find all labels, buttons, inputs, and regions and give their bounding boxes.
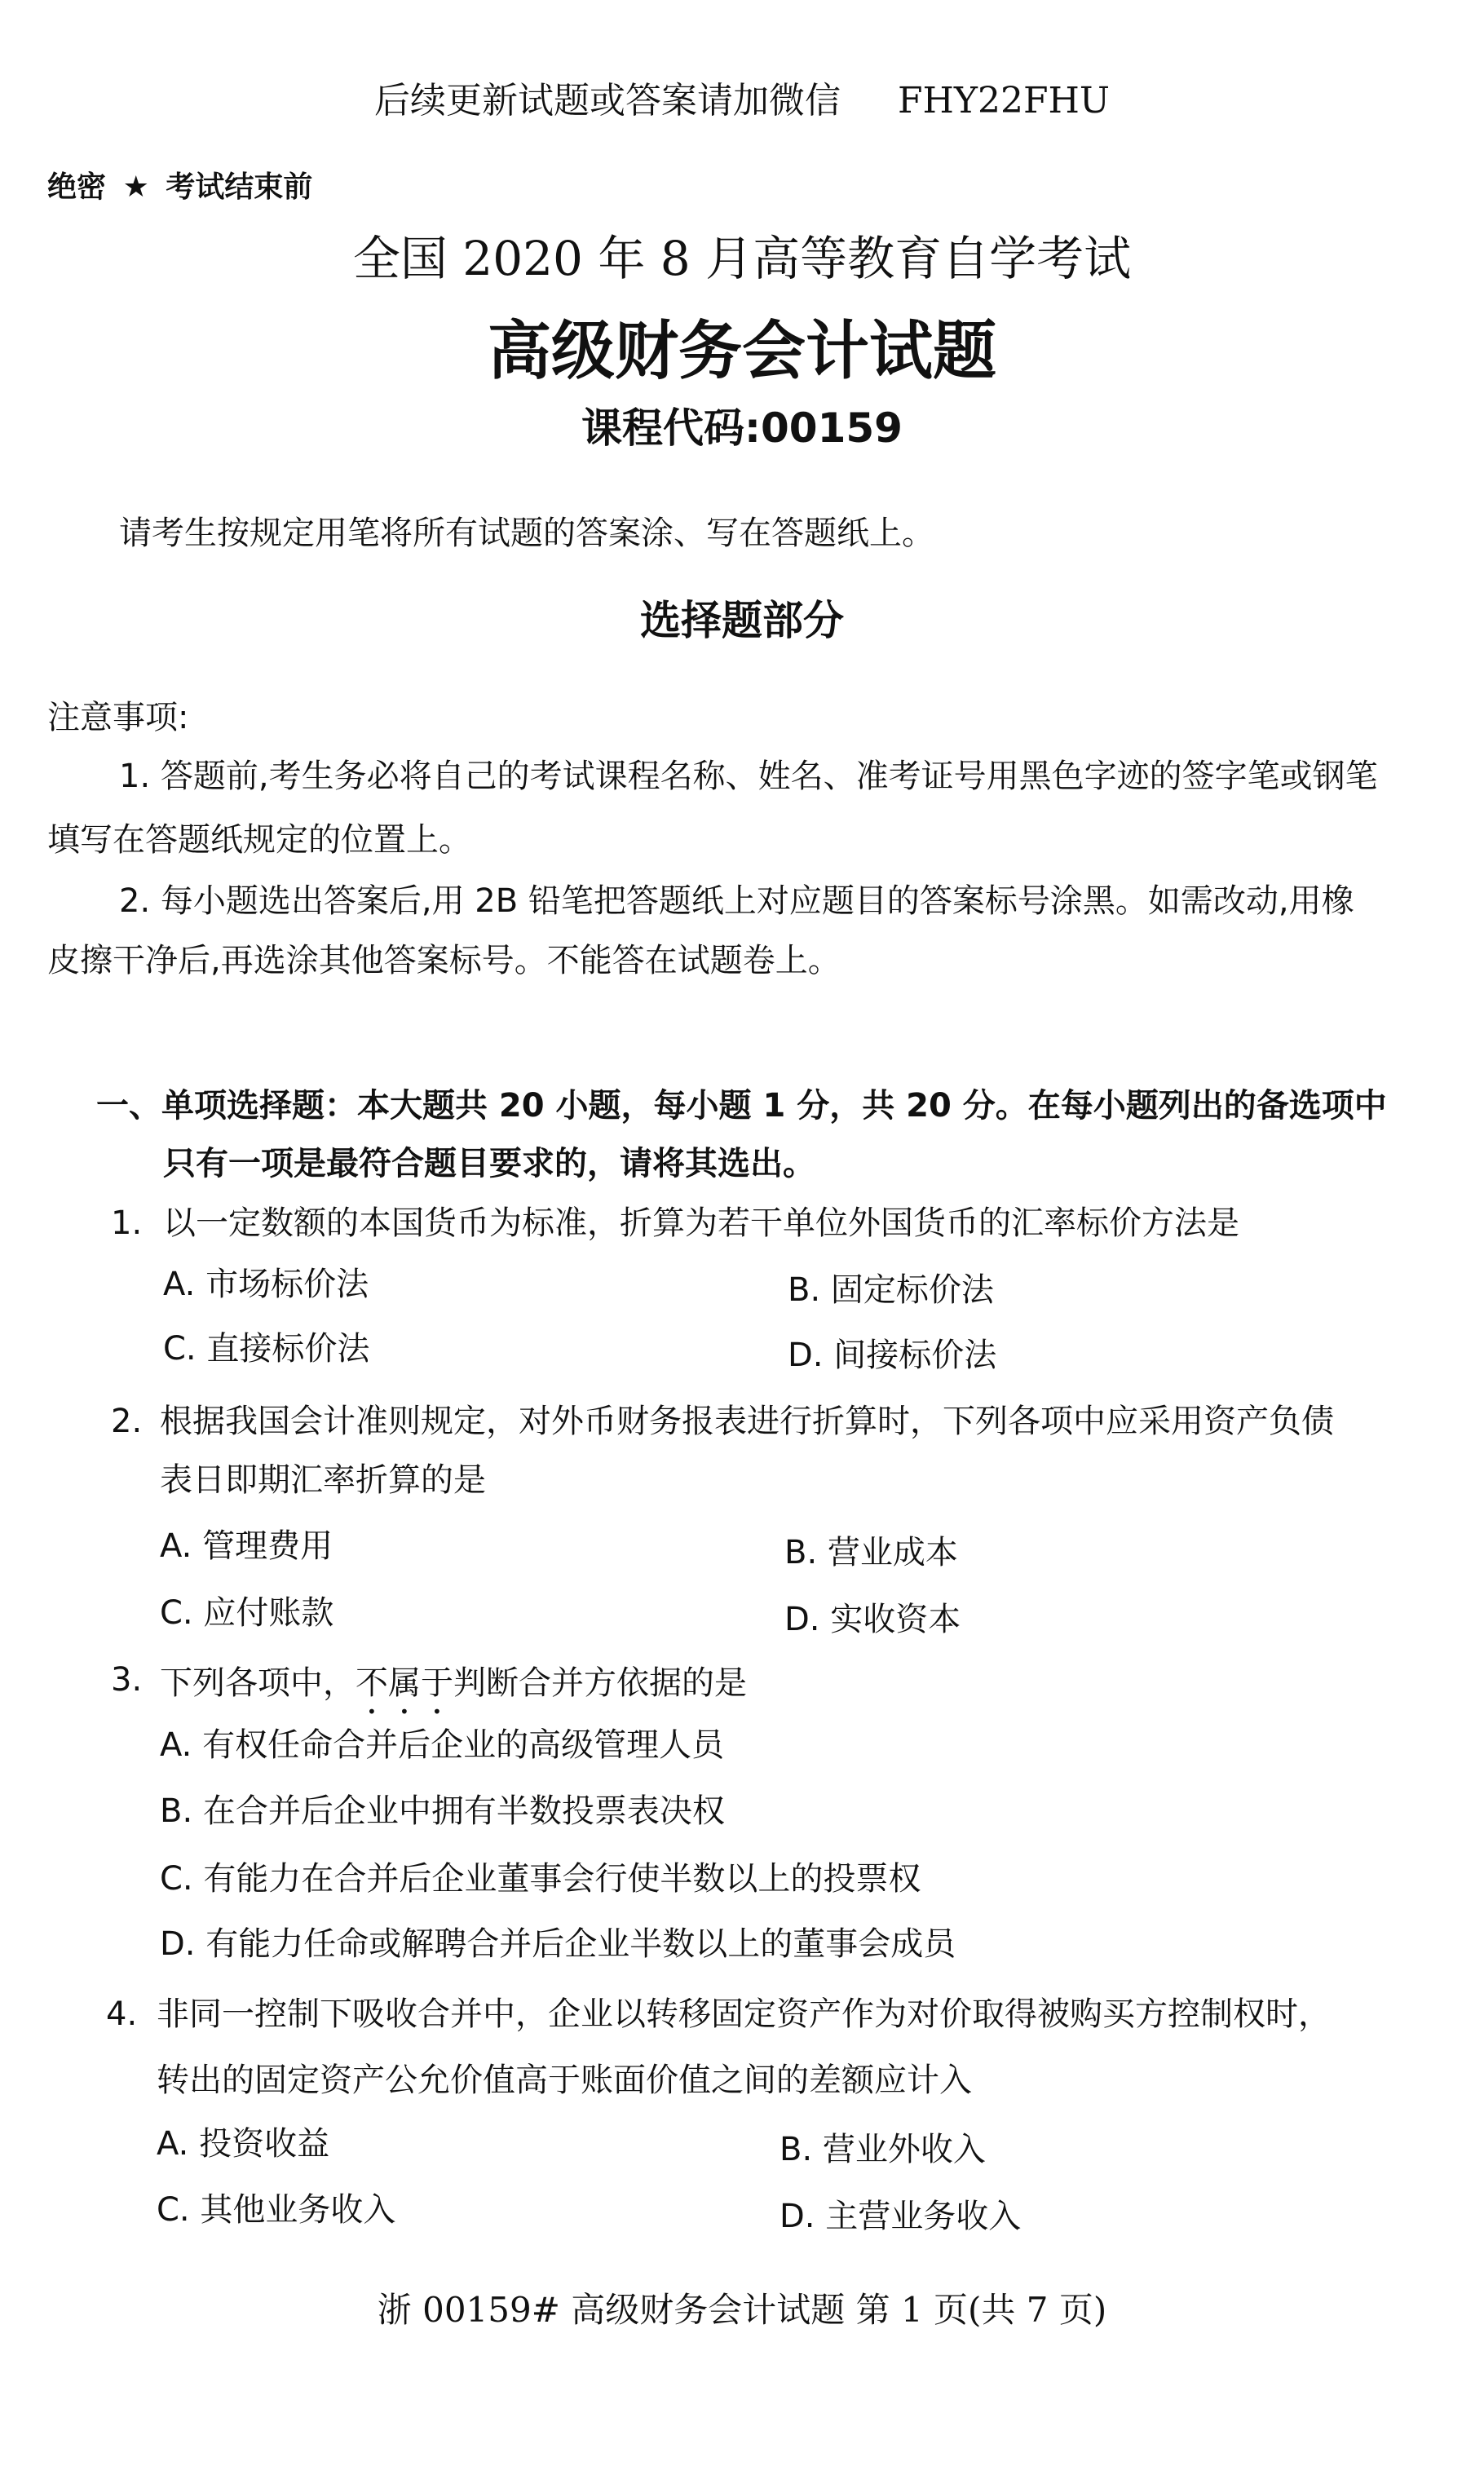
note-2-line-1: 2. 每小题选出答案后,用 2B 铅笔把答题纸上对应题目的答案标号涂黑。如需改动,用橡 <box>119 882 1354 920</box>
question-3-option-c: C. 有能力在合并后企业董事会行使半数以上的投票权 <box>160 1860 921 1898</box>
question-3-option-d: D. 有能力任命或解聘合并后企业半数以上的董事会成员 <box>160 1925 956 1963</box>
page-footer: 浙 00159# 高级财务会计试题 第 1 页(共 7 页) <box>377 2290 1107 2330</box>
section-title: 选择题部分 <box>640 597 844 644</box>
watermark-wechat-id: FHY22FHU <box>898 80 1110 122</box>
question-4-option-c: C. 其他业务收入 <box>157 2191 396 2229</box>
question-1-number: 1. <box>111 1204 143 1242</box>
watermark-text: 后续更新试题或答案请加微信 <box>374 80 841 122</box>
question-4-option-d: D. 主营业务收入 <box>780 2198 1022 2235</box>
emphasis-not-belong: 不属于 <box>356 1664 453 1702</box>
question-2-option-a: A. 管理费用 <box>160 1527 333 1565</box>
question-4-number: 4. <box>106 1995 138 2033</box>
question-4-stem-line-2: 转出的固定资产公允价值高于账面价值之间的差额应计入 <box>157 2062 972 2099</box>
question-2-option-d: D. 实收资本 <box>784 1601 961 1638</box>
note-2-line-2: 皮擦干净后,再选涂其他答案标号。不能答在试题卷上。 <box>47 942 841 979</box>
confidential-label <box>47 170 313 204</box>
before-exam-end-text: 考试结束前 <box>166 170 313 204</box>
star-icon: ★ <box>122 170 149 204</box>
confidential-text: 绝密 <box>47 170 107 204</box>
part-one-heading-line-2: 只有一项是最符合题目要求的，请将其选出。 <box>163 1145 815 1182</box>
exam-title: 全国 2020 年 8 月高等教育自学考试 <box>352 231 1132 286</box>
question-4-option-b: B. 营业外收入 <box>780 2131 986 2168</box>
question-4-stem-line-1: 非同一控制下吸收合并中，企业以转移固定资产作为对价取得被购买方控制权时， <box>157 1995 1331 2033</box>
question-4-option-a: A. 投资收益 <box>157 2125 330 2163</box>
question-3-option-a: A. 有权任命合并后企业的高级管理人员 <box>160 1726 725 1764</box>
question-1-option-d: D. 间接标价法 <box>788 1337 997 1374</box>
question-2-stem-line-1: 根据我国会计准则规定，对外币财务报表进行折算时，下列各项中应采用资产负债 <box>160 1403 1334 1440</box>
question-3-number: 3. <box>111 1661 143 1699</box>
part-one-heading-line-1: 一、单项选择题：本大题共 20 小题，每小题 1 分，共 20 分。在每小题列出的备选项中 <box>96 1087 1387 1125</box>
course-code: 课程代码:00159 <box>581 404 903 452</box>
question-1-option-c: C. 直接标价法 <box>163 1330 370 1368</box>
answer-instruction: 请考生按规定用笔将所有试题的答案涂、写在答题纸上。 <box>119 515 934 552</box>
watermark <box>0 80 1484 122</box>
question-3-stem: 下列各项中，不属于判断合并方依据的是 <box>160 1664 747 1702</box>
question-2-stem-line-2: 表日即期汇率折算的是 <box>160 1461 486 1499</box>
question-2-option-b: B. 营业成本 <box>784 1534 958 1571</box>
question-1-option-a: A. 市场标价法 <box>163 1266 369 1303</box>
question-1-option-b: B. 固定标价法 <box>788 1271 994 1309</box>
question-3-option-b: B. 在合并后企业中拥有半数投票表决权 <box>160 1792 725 1830</box>
question-2-number: 2. <box>111 1403 143 1440</box>
note-1-line-1: 1. 答题前,考生务必将自己的考试课程名称、姓名、准考证号用黑色字迹的签字笔或钢笔 <box>119 758 1378 795</box>
notes-heading: 注意事项: <box>47 699 189 736</box>
paper-title: 高级财务会计试题 <box>487 315 996 388</box>
note-1-line-2: 填写在答题纸规定的位置上。 <box>47 821 471 859</box>
question-2-option-c: C. 应付账款 <box>160 1594 334 1632</box>
question-1-stem: 以一定数额的本国货币为标准，折算为若干单位外国货币的汇率标价方法是 <box>163 1204 1239 1242</box>
